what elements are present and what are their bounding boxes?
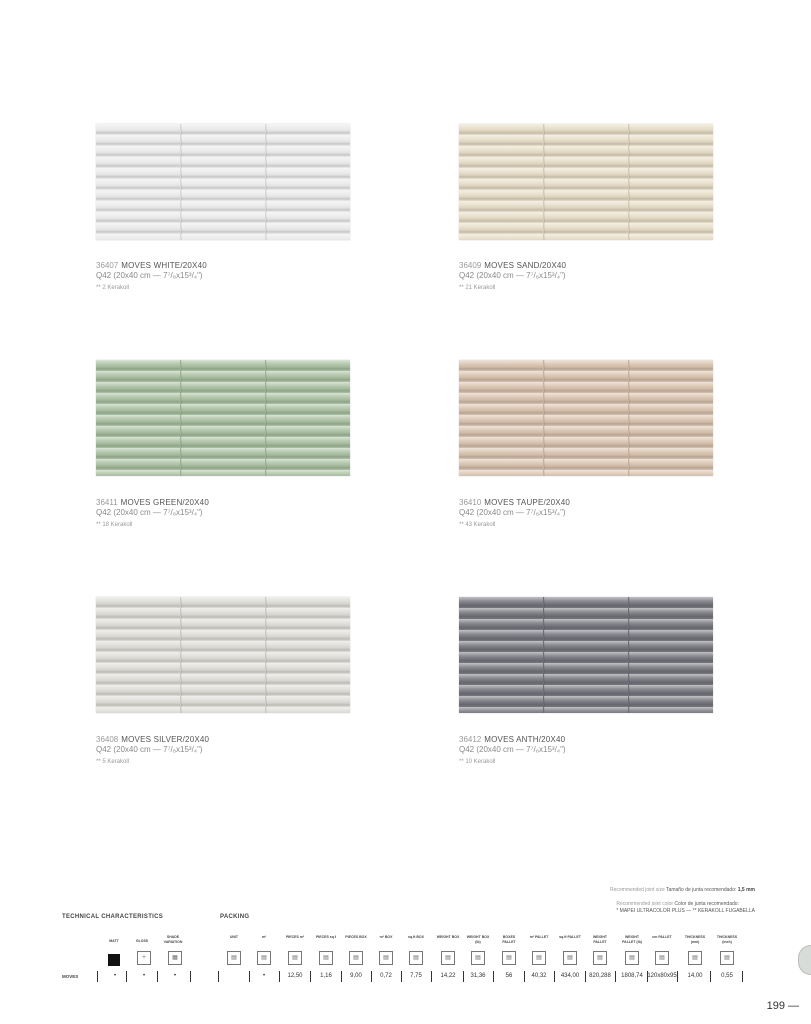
packing-icon: ▤: [688, 951, 702, 965]
packing-header: m²: [261, 935, 267, 939]
packing-header: PIECES m²: [285, 935, 305, 939]
packing-icon: ▤: [257, 951, 271, 965]
tech-header: GLOSS: [135, 939, 149, 943]
packing-header: UNIT: [229, 935, 239, 939]
cell-divider: [190, 971, 191, 982]
row-label: MOVES: [62, 974, 79, 979]
cell-divider: [97, 971, 98, 982]
packing-header: WEIGHT BOX: [436, 935, 460, 939]
packing-icon: ▤: [379, 951, 393, 965]
matt-icon: [108, 954, 120, 966]
packing-value: 9,00: [350, 973, 362, 979]
packing-header: m² PALLET: [529, 935, 549, 939]
packing-icon: ▤: [720, 951, 734, 965]
cell-divider: [218, 971, 219, 982]
gloss-icon: +: [137, 951, 151, 965]
packing-header: THICKNESS (mm): [684, 935, 706, 944]
joint-size-info: Recommended joint size Tamaño de junta recomendado: 1,5 mm: [609, 887, 755, 893]
packing-icon: ▤: [471, 951, 485, 965]
packing-icon: ▤: [319, 951, 333, 965]
cell-divider: [710, 971, 711, 982]
cell-divider: [742, 971, 743, 982]
packing-value: •: [262, 973, 266, 979]
packing-value: 14,00: [687, 973, 703, 979]
packing-icon: ▤: [563, 951, 577, 965]
cell-divider: [677, 971, 678, 982]
packing-value: 0,72: [380, 973, 392, 979]
packing-header: THICKNESS (inch): [716, 935, 738, 944]
packing-icon: ▤: [349, 951, 363, 965]
packing-icon: ▤: [409, 951, 423, 965]
packing-header: PIECES sq.f: [315, 935, 337, 939]
packing-header: WEIGHT BOX (lb): [466, 935, 490, 944]
cell-divider: [615, 971, 616, 982]
cell-divider: [157, 971, 158, 982]
packing-value: 820,288: [589, 973, 611, 979]
packing-value: 56: [505, 973, 513, 979]
cell-divider: [126, 971, 127, 982]
packing-header: cm PALLET: [652, 935, 672, 939]
packing-icon: ▤: [625, 951, 639, 965]
shade-variation-icon: ▦: [168, 951, 182, 965]
packing-value: 434,00: [560, 973, 580, 979]
tile-image-sand: [459, 124, 713, 240]
packing-value: 120x80x95: [647, 973, 677, 979]
packing-icon: ▤: [502, 951, 516, 965]
packing-value: 31,36: [470, 973, 486, 979]
tech-header: SHADE VARIATION: [163, 935, 183, 944]
tile-image-anth: [459, 597, 713, 713]
packing-value: 0,55: [721, 973, 733, 979]
tech-value: •: [173, 973, 177, 979]
packing-header: BOXES PALLET: [502, 935, 516, 944]
packing-value: 1,16: [320, 973, 332, 979]
product-caption: 36407 MOVES WHITE/20X40 Q42 (20x40 cm — 7⁷/₈x15³/₄") ** 2 Kerakoll: [96, 261, 207, 291]
packing-value: 14,22: [440, 973, 456, 979]
tile-image-white: [96, 124, 350, 240]
packing-header: m² BOX: [379, 935, 393, 939]
packing-icon: ▤: [593, 951, 607, 965]
packing-value: 1808,74: [621, 973, 643, 979]
tile-image-green: [96, 360, 350, 476]
joint-color-info: Recommended joint color Color de junta recomendado: * MAPEI ULTRACOLOR PLUS — ** KERAKOLL FUGABELLA: [616, 901, 755, 914]
packing-icon: ▤: [655, 951, 669, 965]
packing-header: WEIGHT PALLET (lb): [622, 935, 642, 944]
product-caption: 36412 MOVES ANTH/20X40 Q42 (20x40 cm — 7⁷/₈x15³/₄") ** 10 Kerakoll: [459, 735, 566, 765]
tile-image-silver: [96, 597, 350, 713]
packing-icon: ▤: [532, 951, 546, 965]
packing-header: sq.ft PALLET: [559, 935, 581, 939]
packing-title: PACKING: [220, 914, 250, 920]
tile-image-taupe: [459, 360, 713, 476]
packing-header: WEIGHT PALLET: [593, 935, 607, 944]
packing-value: 7,75: [410, 973, 422, 979]
packing-icon: ▤: [227, 951, 241, 965]
product-caption: 36409 MOVES SAND/20X40 Q42 (20x40 cm — 7⁷/₈x15³/₄") ** 21 Kerakoll: [459, 261, 567, 291]
product-caption: 36410 MOVES TAUPE/20X40 Q42 (20x40 cm — 7⁷/₈x15³/₄") ** 43 Kerakoll: [459, 498, 571, 528]
packing-header: sq.ft BOX: [408, 935, 424, 939]
technical-title: TECHNICAL CHARACTERISTICS: [62, 914, 164, 920]
tech-value: •: [142, 973, 146, 979]
packing-icon: ▤: [441, 951, 455, 965]
cell-divider: [431, 971, 432, 982]
page-number: 199 —: [766, 1000, 799, 1012]
packing-value: 12,50: [287, 973, 303, 979]
packing-header: PIECES BOX: [345, 935, 367, 939]
side-thumbnail: [798, 945, 811, 975]
product-caption: 36411 MOVES GREEN/20X40 Q42 (20x40 cm — 7⁷/₈x15³/₄") ** 18 Kerakoll: [96, 498, 209, 528]
packing-value: 40,32: [531, 973, 547, 979]
tech-header: MATT: [109, 939, 119, 943]
product-caption: 36408 MOVES SILVER/20X40 Q42 (20x40 cm — 7⁷/₈x15³/₄") ** 5 Kerakoll: [96, 735, 210, 765]
packing-icon: ▤: [288, 951, 302, 965]
tech-value: •: [113, 973, 117, 979]
